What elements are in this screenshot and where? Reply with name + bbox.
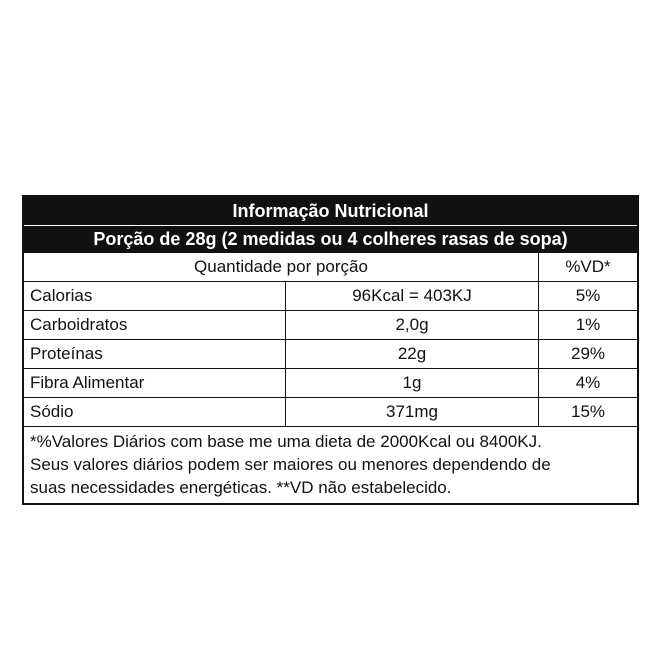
quantity-column-header: Quantidade por porção: [24, 253, 539, 281]
nutrient-vd: 4%: [575, 373, 601, 392]
table-row: [24, 368, 637, 397]
table-row: [24, 397, 637, 426]
nutrient-quantity: 1g: [286, 369, 539, 397]
nutrition-facts-table: [22, 195, 639, 505]
nutrient-quantity: 22g: [286, 340, 539, 368]
nutrient-vd: 29%: [570, 344, 606, 363]
table-row: [24, 281, 637, 310]
table-row: [24, 339, 637, 368]
nutrient-quantity: 371mg: [286, 398, 539, 426]
nutrient-name: Fibra Alimentar: [24, 369, 286, 397]
nutrient-name: Sódio: [24, 398, 286, 426]
table-title: Informação Nutricional: [24, 197, 637, 225]
column-header-row: [24, 252, 637, 281]
footnote-line: suas necessidades energéticas. **VD não estabelecido.: [30, 478, 452, 497]
nutrient-name: Carboidratos: [24, 311, 286, 339]
nutrient-name: Calorias: [24, 282, 286, 310]
footnote-line: *%Valores Diários com base me uma dieta de 2000Kcal ou 8400KJ.: [30, 432, 542, 451]
nutrient-vd: 15%: [570, 402, 606, 421]
nutrient-name: Proteínas: [24, 340, 286, 368]
table-footnote: [24, 426, 637, 503]
nutrient-quantity: 2,0g: [286, 311, 539, 339]
vd-column-header: %VD*: [565, 257, 611, 276]
footnote-line: Seus valores diários podem ser maiores ou menores dependendo de: [30, 455, 551, 474]
nutrient-vd: 1%: [575, 315, 601, 334]
portion-size: Porção de 28g (2 medidas ou 4 colheres rasas de sopa): [24, 225, 637, 252]
nutrient-quantity: 96Kcal = 403KJ: [286, 282, 539, 310]
nutrient-vd: 5%: [575, 286, 601, 305]
table-row: [24, 310, 637, 339]
